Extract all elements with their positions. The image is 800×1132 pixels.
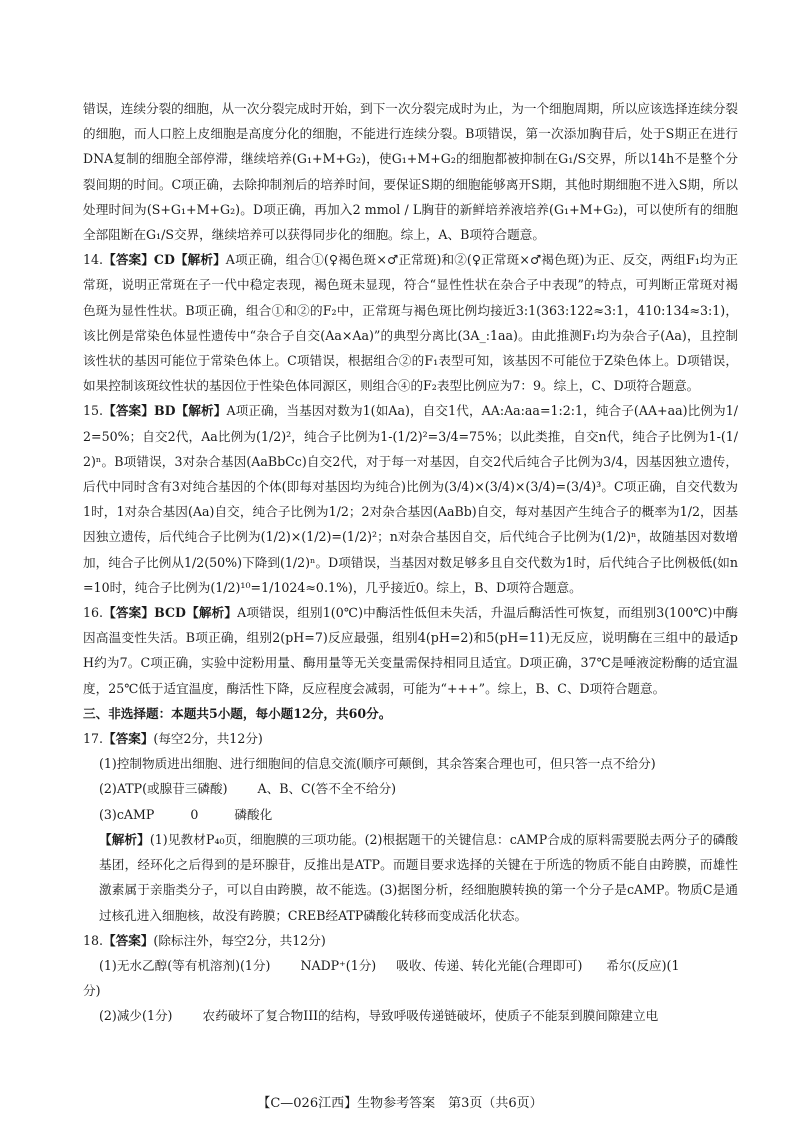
q17-answer-3-part1: (3)cAMP	[99, 806, 155, 822]
q17-answer-2-part1: (2)ATP(或腺苷三磷酸)	[99, 781, 228, 797]
question-15	[83, 398, 738, 600]
q18-scoring: (除标注外，每空2分，共12分)	[153, 932, 326, 948]
q18-answer-2-part2: 农药破坏了复合物III的结构，导致呼吸传递链破坏，使质子不能泵到膜间隙建立电	[202, 1008, 659, 1024]
q15-number: 15.	[83, 403, 104, 419]
q18-number: 18.	[83, 932, 104, 948]
q17-explanation-text: (1)见教材P₄₀页，细胞膜的三项功能。(2)根据题干的关键信息：cAMP合成的原料需要脱去两分子的磷酸基团，经环化之后得到的是环腺苷，反推出是ATP。而题目要求选择的关键在于所选的物质不能自由跨膜，而雄性激素属于亲脂类分子，可以自由跨膜，故不能选。(3)据图分析，经细胞膜转换的第一个分子是cAMP。物质C是通过核孔进入细胞核，故没有跨膜；CREB经ATP磷酸化转移而变成活化状态。	[99, 831, 738, 923]
q17-number: 17.	[83, 731, 104, 747]
q16-answer-tag: 【答案】BCD【解析】	[103, 605, 238, 621]
q18-answer-1-cont: 分)	[83, 983, 101, 999]
q18-answer-1-part4: 希尔(反应)(1	[606, 957, 680, 973]
q18-answer-1-part1: (1)无水乙醇(等有机溶剂)(1分)	[99, 957, 271, 973]
q15-text: A项正确，当基因对数为1(如Aa)，自交1代，AA:Aa:aa=1:2:1，纯合子(AA+aa)比例为1/2=50%；自交2代，Aa比例为(1/2)²，纯合子比例为1-(1/2)²=3/4=75%；以此类推，自交n代，纯合子比例为1-(1/2)ⁿ。B项错误，3对杂合基因(AaBbCc)自交2代，对于每一对基因，自交2代后纯合子比例为3/4，因基因独立遗传，后代中同时含有3对纯合基因的个体(即每对基因均为纯合)比例为(3/4)×(3/4)×(3/4)=(3/4)³。C项正确，自交代数为1时，1对杂合基因(Aa)自交，纯合子比例为1/2；2对杂合基因(AaBb)自交，每对基因产生纯合子的概率为1/2，因基因独立遗传，后代纯合子比例为(1/2)×(1/2)=(1/2)²；n对杂合基因自交，后代纯合子比例为(1/2)ⁿ，故随基因对数增加，纯合子比例从1/2(50%)下降到(1/2)ⁿ。D项错误，当基因对数足够多且自交代数为1时，后代纯合子比例极低(如n=10时，纯合子比例为(1/2)¹⁰=1/1024≈0.1%)，几乎接近0。综上，B、D项符合题意。	[83, 403, 738, 595]
question-16	[83, 600, 738, 701]
q17-explanation	[83, 827, 738, 928]
intro-paragraph: 错误，连续分裂的细胞，从一次分裂完成时开始，到下一次分裂完成时为止，为一个细胞周期，所以应该选择连续分裂的细胞，而人口腔上皮细胞是高度分化的细胞，不能进行连续分裂。B项错误，第一次添加胸苷后，处于S期正在进行DNA复制的细胞全部停滞，继续培养(G₁+M+G₂)，使G₁+M+G₂的细胞都被抑制在G₁/S交界，所以14h不是整个分裂间期的时间。C项正确，去除抑制剂后的培养时间，要保证S期的细胞能够离开S期，其他时期细胞不进入S期，所以处理时间为(S+G₁+M+G₂)。D项正确，再加入2 mmol / L胸苷的新鲜培养液培养(G₁+M+G₂)，可以使所有的细胞全部阻断在G₁/S交界，继续培养可以获得同步化的细胞。综上，A、B项符合题意。	[83, 101, 738, 243]
q18-answer-tag: 【答案】	[103, 932, 154, 948]
q18-answer-2-part1: (2)减少(1分)	[99, 1008, 173, 1024]
q14-number: 14.	[83, 252, 104, 268]
question-18-head	[83, 928, 738, 953]
q16-text: A项错误，组别1(0℃)中酶活性低但未失活，升温后酶活性可恢复，而组别3(100℃)中酶因高温变性失活。B项正确，组别2(pH=7)反应最强，组别4(pH=2)和5(pH=11)无反应，说明酶在三组中的最适pH约为7。C项正确，实验中淀粉用量、酶用量等无关变量需保持相同且适宜。D项正确，37℃是唾液淀粉酶的适宜温度，25℃低于适宜温度，酶活性下降，反应程度会减弱，可能为“+++”。综上，B、C、D项符合题意。	[83, 605, 738, 696]
question-17-head	[83, 726, 738, 751]
q17-answer-tag: 【答案】	[103, 731, 154, 747]
q17-explanation-tag: 【解析】	[99, 831, 150, 847]
q17-answer-3	[83, 802, 738, 827]
q16-number: 16.	[83, 605, 104, 621]
q18-answer-1	[83, 953, 738, 978]
page-footer: 【C—026江西】生物参考答案 第3页（共6页）	[257, 1096, 543, 1111]
q15-answer-tag: 【答案】BD【解析】	[103, 403, 227, 419]
section-heading: 三、非选择题：本题共5小题，每小题12分，共60分。	[83, 705, 392, 721]
q17-answer-2-part2: A、B、C(答不全不给分)	[257, 781, 397, 797]
q14-text: A项正确，组合①(♀褐色斑×♂正常斑)和②(♀正常斑×♂褐色斑)为正、反交，两组F₁均为正常斑，说明正常斑在子一代中稳定表现，褐色斑未显现，符合“显性性状在杂合子中表现”的特点，可判断正常斑对褐色斑为显性性状。B项正确，组合①和②的F₂中，正常斑与褐色斑比例均接近3:1(363:122≈3:1，410:134≈3:1)，该比例是常染色体显性遗传中“杂合子自交(Aa×Aa)”的典型分离比(3A_:1aa)。由此推测F₁均为杂合子(Aa)，且控制该性状的基因可能位于常染色体上。C项错误，根据组合②的F₁表型可知，该基因不可能位于Z染色体上。D项错误，如果控制该斑纹性状的基因位于性染色体同源区，则组合④的F₂表型比例应为7：9。综上，C、D项符合题意。	[83, 252, 738, 394]
q17-answer-2	[83, 776, 738, 801]
q17-answer-3-part2: 0	[190, 806, 199, 822]
q18-answer-1-part3: 吸收、传递、转化光能(合理即可)	[396, 957, 583, 973]
q18-answer-2	[83, 1003, 738, 1028]
q14-answer-tag: 【答案】CD【解析】	[103, 252, 226, 268]
q17-answer-1: (1)控制物质进出细胞、进行细胞间的信息交流(顺序可颠倒，其余答案合理也可，但只答一点不给分)	[99, 756, 656, 772]
q17-answer-3-part3: 磷酸化	[234, 806, 273, 822]
q17-scoring: (每空2分，共12分)	[153, 731, 263, 747]
question-14	[83, 247, 738, 398]
q18-answer-1-part2: NADP⁺(1分)	[300, 957, 377, 973]
